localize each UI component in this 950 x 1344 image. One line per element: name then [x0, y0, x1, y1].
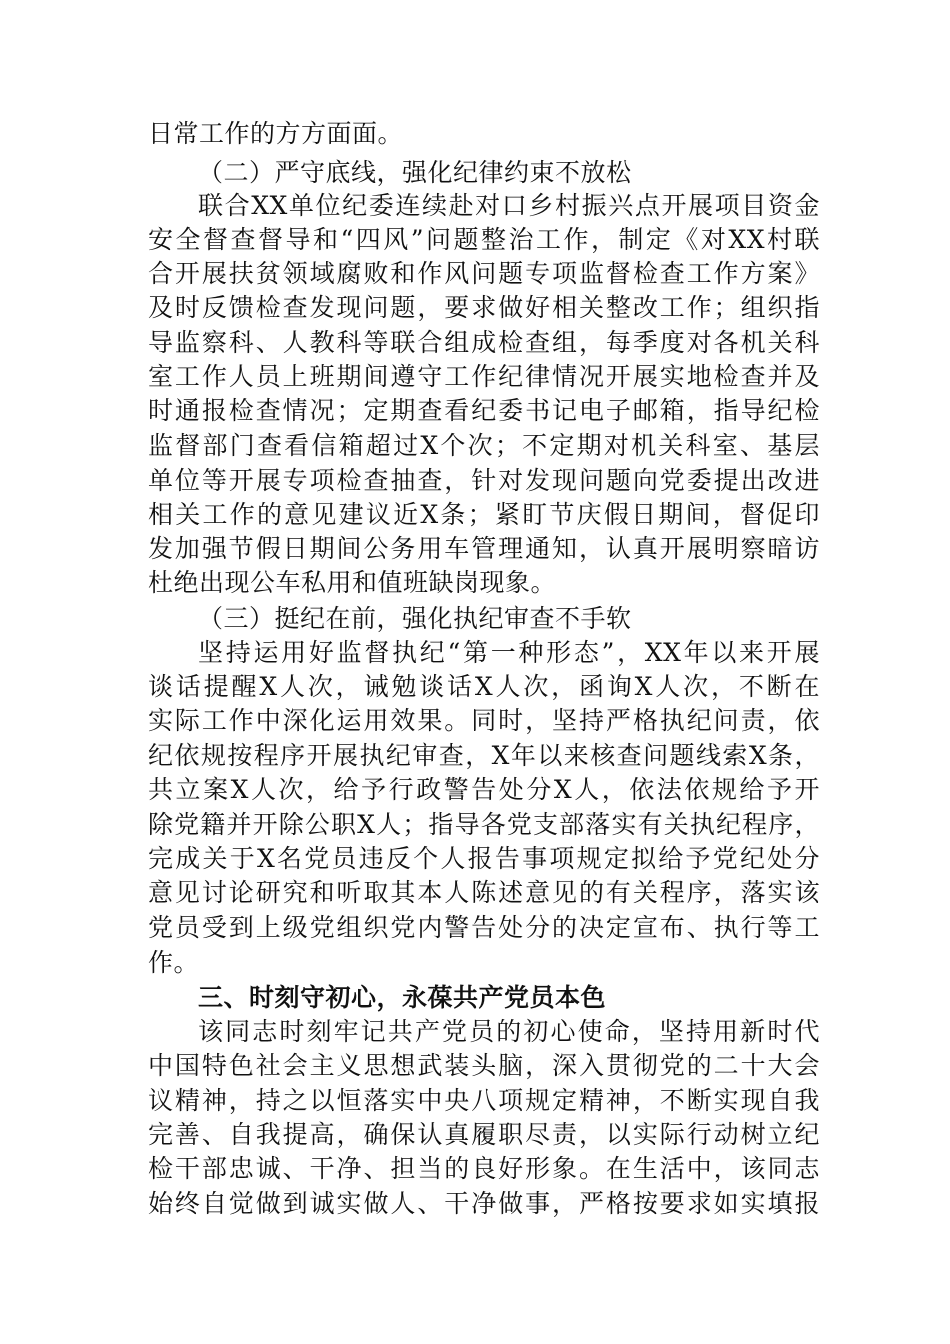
paragraph-line: 作。	[148, 948, 200, 977]
paragraph-line: 除党籍并开除公职X人；指导各党支部落实有关执纪程序，	[148, 810, 820, 839]
paragraph-line: 相关工作的意见建议近X条；紧盯节庆假日期间，督促印	[148, 500, 820, 529]
paragraph-line: 该同志时刻牢记共产党员的初心使命，坚持用新时代	[198, 1017, 820, 1046]
paragraph-line: 检干部忠诚、干净、担当的良好形象。在生活中，该同志	[148, 1154, 820, 1183]
paragraph-line: 始终自觉做到诚实做人、干净做事，严格按要求如实填报	[148, 1189, 820, 1218]
paragraph-line: 安全督查督导和“四风”问题整治工作，制定《对XX村联	[148, 225, 820, 254]
paragraph-line: 实际工作中深化运用效果。同时，坚持严格执纪问责，依	[148, 706, 820, 735]
paragraph-line: 纪依规按程序开展执纪审查，X年以来核查问题线索X条，	[148, 741, 820, 770]
paragraph-line: 党员受到上级党组织党内警告处分的决定宣布、执行等工	[148, 913, 820, 942]
paragraph-line: 合开展扶贫领域腐败和作风问题专项监督检查工作方案》	[148, 259, 820, 288]
paragraph-line: 导监察科、人教科等联合组成检查组，每季度对各机关科	[148, 328, 820, 357]
paragraph-line: 杜绝出现公车私用和值班缺岗现象。	[148, 568, 557, 597]
paragraph-line: 议精神，持之以恒落实中央八项规定精神，不断实现自我	[148, 1086, 820, 1115]
paragraph-line: 完成关于X名党员违反个人报告事项规定拟给予党纪处分	[148, 844, 820, 873]
paragraph-line: 共立案X人次，给予行政警告处分X人，依法依规给予开	[148, 775, 820, 804]
paragraph-line: 室工作人员上班期间遵守工作纪律情况开展实地检查并及	[148, 362, 820, 391]
paragraph-line: 完善、自我提高，确保认真履职尽责，以实际行动树立纪	[148, 1120, 820, 1149]
paragraph-line: 日常工作的方方面面。	[148, 119, 404, 148]
paragraph-line: 坚持运用好监督执纪“第一种形态”，XX年以来开展	[198, 638, 820, 667]
paragraph-line: 发加强节假日期间公务用车管理通知，认真开展明察暗访	[148, 534, 820, 563]
paragraph-line: 联合XX单位纪委连续赴对口乡村振兴点开展项目资金	[198, 191, 820, 220]
paragraph-line: 中国特色社会主义思想武装头脑，深入贯彻党的二十大会	[148, 1051, 820, 1080]
section-heading-2: （二）严守底线，强化纪律约束不放松	[198, 158, 632, 187]
section-heading-3: （三）挺纪在前，强化执纪审查不手软	[198, 604, 632, 633]
paragraph-line: 单位等开展专项检查抽查，针对发现问题向党委提出改进	[148, 466, 820, 495]
paragraph-line: 时通报检查情况；定期查看纪委书记电子邮箱，指导纪检	[148, 396, 820, 425]
paragraph-line: 意见讨论研究和听取其本人陈述意见的有关程序，落实该	[148, 878, 820, 907]
paragraph-line: 谈话提醒X人次，诫勉谈话X人次，函询X人次，不断在	[148, 672, 820, 701]
paragraph-line: 及时反馈检查发现问题，要求做好相关整改工作；组织指	[148, 293, 820, 322]
section-heading-main: 三、时刻守初心，永葆共产党员本色	[198, 983, 607, 1012]
paragraph-line: 监督部门查看信箱超过X个次；不定期对机关科室、基层	[148, 431, 820, 460]
